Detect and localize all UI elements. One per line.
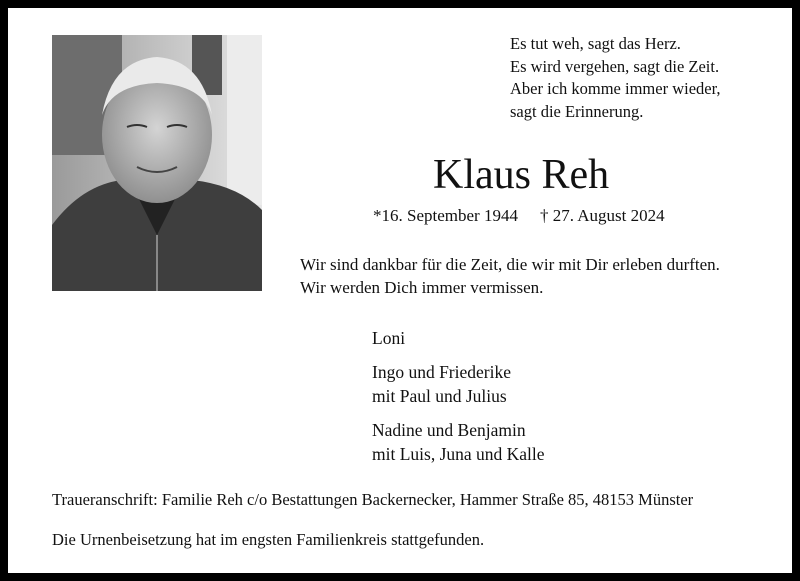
deceased-name: Klaus Reh	[433, 152, 610, 198]
mourner-line: Ingo und Friederike	[372, 362, 511, 382]
mourner-line: Nadine und Benjamin	[372, 420, 526, 440]
gratitude-line: Wir werden Dich immer vermissen.	[300, 277, 544, 297]
mourner-group	[372, 360, 545, 408]
mourning-address: Traueranschrift: Familie Reh c/o Bestattungen Backernecker, Hammer Straße 85, 48153 Münster	[52, 490, 694, 509]
poem-line: Es tut weh, sagt das Herz.	[510, 34, 681, 53]
burial-note: Die Urnenbeisetzung hat im engsten Familienkreis stattgefunden.	[52, 530, 485, 549]
mourner-line: mit Paul und Julius	[372, 386, 507, 406]
mourner-line: mit Luis, Juna und Kalle	[372, 444, 545, 464]
mourner-group	[372, 418, 545, 466]
mourners-list	[372, 326, 545, 476]
poem	[510, 33, 721, 123]
poem-line: Es wird vergehen, sagt die Zeit.	[510, 56, 720, 76]
birth-date: *16. September 1944	[373, 206, 518, 225]
gratitude-text	[300, 254, 720, 299]
poem-line: Aber ich komme immer wieder,	[510, 79, 721, 98]
life-dates	[373, 206, 665, 226]
portrait-photo	[52, 35, 262, 291]
portrait-image	[52, 35, 262, 291]
gratitude-line: Wir sind dankbar für die Zeit, die wir mit Dir erleben durften.	[300, 255, 720, 274]
obituary-card	[8, 8, 792, 573]
mourner-group	[372, 326, 545, 350]
death-date: † 27. August 2024	[539, 206, 665, 225]
poem-line: sagt die Erinnerung.	[510, 101, 644, 121]
mourner-line: Loni	[372, 328, 406, 348]
